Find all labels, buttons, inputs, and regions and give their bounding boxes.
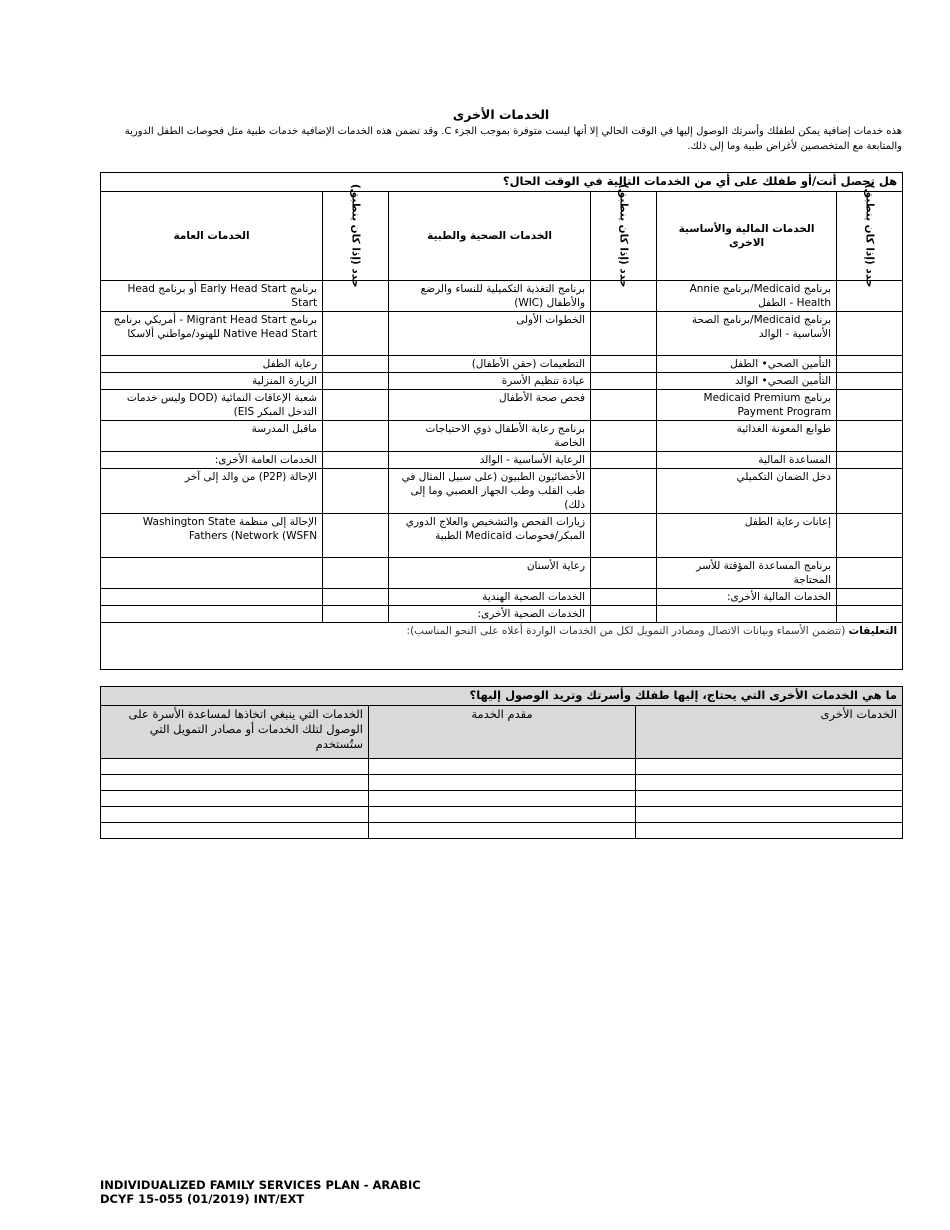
service-checkbox-health[interactable] — [591, 373, 657, 390]
service-row — [101, 469, 903, 514]
service-checkbox-general[interactable] — [323, 558, 389, 589]
needs-cell[interactable] — [369, 759, 636, 775]
service-checkbox-financial[interactable] — [837, 356, 903, 373]
service-checkbox-health[interactable] — [591, 421, 657, 452]
needs-cell[interactable] — [369, 791, 636, 807]
service-row — [101, 421, 903, 452]
needs-row — [101, 823, 903, 839]
needs-row — [101, 775, 903, 791]
general-services-header: الخدمات العامة — [101, 192, 323, 281]
service-general: الإحالة (P2P) من والد إلى آخر — [101, 469, 323, 514]
needs-cell[interactable] — [101, 759, 369, 775]
comments-hint: (تتضمن الأسماء وبيانات الاتصال ومصادر التمويل لكل من الخدمات الواردة أعلاه على النحو المناسب): — [406, 625, 846, 637]
service-checkbox-financial[interactable] — [837, 469, 903, 514]
service-financial: التأمين الصحي• الوالد — [657, 373, 837, 390]
page-title: الخدمات الأخرى — [452, 107, 550, 122]
service-financial — [657, 606, 837, 623]
service-row — [101, 558, 903, 589]
service-checkbox-general[interactable] — [323, 312, 389, 356]
service-general: برنامج Early Head Start أو برنامج Head Start — [101, 281, 323, 312]
check-header: حدد (إذا كان ينطبق) — [591, 192, 657, 281]
needs-cell[interactable] — [101, 823, 369, 839]
service-checkbox-health[interactable] — [591, 312, 657, 356]
service-checkbox-financial[interactable] — [837, 390, 903, 421]
needs-cell[interactable] — [369, 807, 636, 823]
needs-cell[interactable] — [369, 823, 636, 839]
service-checkbox-financial[interactable] — [837, 606, 903, 623]
service-financial: برنامج Medicaid Premium Payment Program — [657, 390, 837, 421]
service-financial: الخدمات المالية الأخرى: — [657, 589, 837, 606]
service-financial: دخل الضمان التكميلي — [657, 469, 837, 514]
needs-question: ما هي الخدمات الأخرى التي يحتاج، إليها طفلك وأسرتك وتريد الوصول إليها؟ — [101, 687, 903, 706]
service-health: برنامج رعاية الأطفال ذوي الاحتياجات الخاصة — [389, 421, 591, 452]
service-checkbox-general[interactable] — [323, 589, 389, 606]
service-general: شعبة الإعاقات النمائية (DOD وليس خدمات التدخل المبكر EIS) — [101, 390, 323, 421]
service-financial: برنامج المساعدة المؤقتة للأسر المحتاجة — [657, 558, 837, 589]
service-financial: التأمين الصحي• الطفل — [657, 356, 837, 373]
service-financial: برنامج Medicaid/برنامج الصحة الأساسية - الوالد — [657, 312, 837, 356]
service-row — [101, 606, 903, 623]
needs-header-actions: الخدمات التي ينبغي اتخاذها لمساعدة الأسرة على الوصول لتلك الخدمات أو مصادر التمويل التي ستُستخدم — [101, 706, 369, 759]
service-health: فحص صحة الأطفال — [389, 390, 591, 421]
service-financial: طوابع المعونة الغذائية — [657, 421, 837, 452]
check-header: حدد (إذا كان ينطبق) — [323, 192, 389, 281]
needs-cell[interactable] — [369, 775, 636, 791]
service-row — [101, 589, 903, 606]
service-health: التطعيمات (حقن الأطفال) — [389, 356, 591, 373]
service-checkbox-health[interactable] — [591, 356, 657, 373]
service-checkbox-financial[interactable] — [837, 589, 903, 606]
service-financial: إعانات رعاية الطفل — [657, 514, 837, 558]
service-checkbox-financial[interactable] — [837, 373, 903, 390]
needs-row — [101, 807, 903, 823]
service-checkbox-financial[interactable] — [837, 421, 903, 452]
comments-label: التعليقات — [848, 625, 898, 637]
form-footer — [100, 1178, 421, 1206]
service-row — [101, 514, 903, 558]
service-checkbox-general[interactable] — [323, 452, 389, 469]
service-checkbox-general[interactable] — [323, 390, 389, 421]
service-checkbox-general[interactable] — [323, 606, 389, 623]
comments-box[interactable] — [101, 623, 903, 670]
service-general — [101, 606, 323, 623]
service-health: عيادة تنظيم الأسرة — [389, 373, 591, 390]
service-checkbox-financial[interactable] — [837, 452, 903, 469]
services-question: هل تحصل أنت/أو طفلك على أي من الخدمات التالية في الوقت الحال؟ — [101, 173, 903, 192]
service-checkbox-health[interactable] — [591, 514, 657, 558]
service-checkbox-health[interactable] — [591, 589, 657, 606]
service-general: الإحالة إلى منظمة Washington State Fathers (Network (WSFN — [101, 514, 323, 558]
service-checkbox-general[interactable] — [323, 469, 389, 514]
needs-cell[interactable] — [101, 807, 369, 823]
service-row — [101, 373, 903, 390]
check-header: حدد (إذا كان ينطبق) — [837, 192, 903, 281]
needs-cell[interactable] — [636, 791, 903, 807]
service-checkbox-financial[interactable] — [837, 558, 903, 589]
service-general: ماقبل المدرسة — [101, 421, 323, 452]
service-general: الزيارة المنزلية — [101, 373, 323, 390]
needed-services-table — [100, 686, 903, 839]
needs-row — [101, 791, 903, 807]
service-checkbox-financial[interactable] — [837, 514, 903, 558]
service-checkbox-health[interactable] — [591, 558, 657, 589]
service-checkbox-health[interactable] — [591, 452, 657, 469]
service-checkbox-health[interactable] — [591, 606, 657, 623]
service-health: الخدمات الصحية الهندية — [389, 589, 591, 606]
health-services-header: الخدمات الصحية والطبية — [389, 192, 591, 281]
form-title: INDIVIDUALIZED FAMILY SERVICES PLAN - ARABIC — [100, 1178, 421, 1192]
current-services-table — [100, 172, 903, 670]
service-health: الأخصائيون الطبيون (على سبيل المثال في طب القلب وطب الجهاز العصبي وما إلى ذلك) — [389, 469, 591, 514]
needs-cell[interactable] — [101, 775, 369, 791]
service-general: الخدمات العامة الأخرى: — [101, 452, 323, 469]
service-checkbox-health[interactable] — [591, 390, 657, 421]
service-row — [101, 356, 903, 373]
service-row — [101, 312, 903, 356]
intro-paragraph: هذه خدمات إضافية يمكن لطفلك وأسرتك الوصول إليها في الوقت الحالي إلا أنها ليست متوفرة بموجب الجزء C. وقد تضمن هذه الخدمات الإضافية خدمات طبية مثل فحوصات الطفل الدورية والمتابعة مع المتخصصين لأغراض طبية وما إلى ذلك. — [124, 126, 902, 152]
service-checkbox-health[interactable] — [591, 469, 657, 514]
service-general: رعاية الطفل — [101, 356, 323, 373]
service-health: الرعاية الأساسية - الوالد — [389, 452, 591, 469]
service-checkbox-general[interactable] — [323, 514, 389, 558]
service-row — [101, 452, 903, 469]
service-checkbox-general[interactable] — [323, 421, 389, 452]
needs-header-other-services: الخدمات الأخرى — [636, 706, 903, 759]
form-number: DCYF 15-055 (01/2019) INT/EXT — [100, 1192, 305, 1206]
service-checkbox-financial[interactable] — [837, 312, 903, 356]
service-row — [101, 281, 903, 312]
service-financial: المساعدة المالية — [657, 452, 837, 469]
service-health: رعاية الأسنان — [389, 558, 591, 589]
service-health: زيارات الفحص والتشخيص والعلاج الدوري المبكر/فحوصات Medicaid الطبية — [389, 514, 591, 558]
service-general — [101, 589, 323, 606]
service-health: الخدمات الصحية الأخرى: — [389, 606, 591, 623]
service-general: برنامج Migrant Head Start - أمريكي برنامج Native Head Start للهنود/مواطني ألاسكا — [101, 312, 323, 356]
needs-cell[interactable] — [636, 775, 903, 791]
needs-header-provider: مقدم الخدمة — [369, 706, 636, 759]
service-financial: برنامج Medicaid/برنامج Annie Health - الطفل — [657, 281, 837, 312]
service-row — [101, 390, 903, 421]
needs-cell[interactable] — [636, 807, 903, 823]
financial-services-header: الخدمات المالية والأساسية الاخرى — [657, 192, 837, 281]
needs-cell[interactable] — [101, 791, 369, 807]
service-checkbox-general[interactable] — [323, 373, 389, 390]
needs-row — [101, 759, 903, 775]
service-checkbox-general[interactable] — [323, 356, 389, 373]
needs-cell[interactable] — [636, 823, 903, 839]
service-general — [101, 558, 323, 589]
needs-cell[interactable] — [636, 759, 903, 775]
service-health: الخطوات الأولى — [389, 312, 591, 356]
service-health: برنامج التغذية التكميلية للنساء والرضع والأطفال (WIC) — [389, 281, 591, 312]
